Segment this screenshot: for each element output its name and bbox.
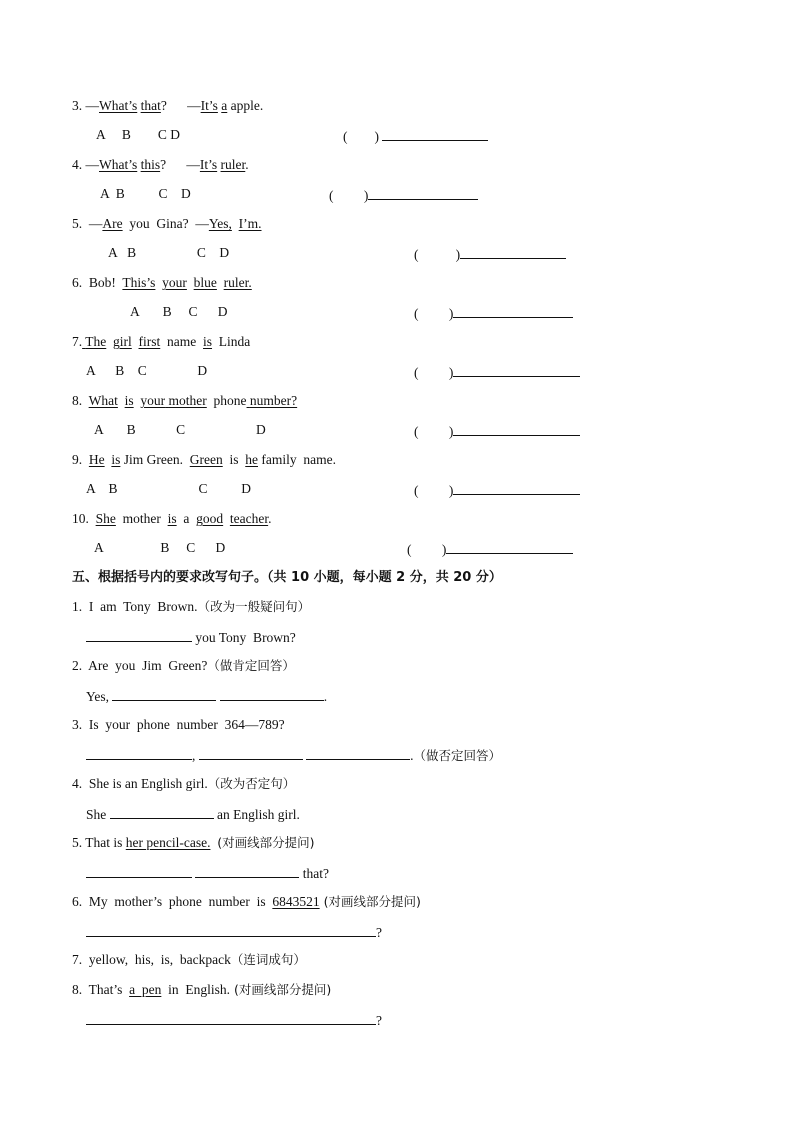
rewrite-6-answer[interactable]: ? bbox=[86, 923, 382, 941]
rewrite-8-answer[interactable]: ? bbox=[86, 1011, 382, 1029]
rewrite-7: 7. yellow, his, is, backpack（连词成句） bbox=[72, 952, 306, 967]
question-8: 8. What is your mother phone number? bbox=[72, 393, 298, 408]
question-3: 3. —What’s that? —It’s a apple. bbox=[72, 98, 264, 113]
question-10-answer[interactable]: ( ) bbox=[407, 540, 573, 558]
question-10: 10. She mother is a good teacher. bbox=[72, 511, 272, 526]
question-9-options: A B C D bbox=[86, 481, 252, 496]
rewrite-5-answer[interactable]: that? bbox=[86, 864, 329, 882]
rewrite-3: 3. Is your phone number 364—789? bbox=[72, 717, 285, 732]
question-7-answer[interactable]: ( ) bbox=[414, 363, 580, 381]
rewrite-6: 6. My mother’s phone number is 6843521 (对画线部分提问) bbox=[72, 894, 421, 909]
question-9-answer[interactable]: ( ) bbox=[414, 481, 580, 499]
question-8-answer[interactable]: ( ) bbox=[414, 422, 580, 440]
question-7: 7. The girl first name is Linda bbox=[72, 334, 251, 349]
rewrite-5: 5. That is her pencil-case. (对画线部分提问) bbox=[72, 835, 315, 850]
question-6-options: A B C D bbox=[130, 304, 228, 319]
rewrite-4-answer[interactable]: She an English girl. bbox=[86, 807, 300, 822]
rewrite-2: 2. Are you Jim Green?（做肯定回答） bbox=[72, 658, 295, 673]
question-3-options: A B C D bbox=[96, 127, 181, 142]
question-5: 5. —Are you Gina? —Yes, I’m. bbox=[72, 216, 262, 231]
question-4: 4. —What’s this? —It’s ruler. bbox=[72, 157, 249, 172]
question-9: 9. He is Jim Green. Green is he family name. bbox=[72, 452, 336, 467]
question-5-options: A B C D bbox=[108, 245, 230, 260]
question-8-options: A B C D bbox=[94, 422, 266, 437]
question-6-answer[interactable]: ( ) bbox=[414, 304, 573, 322]
question-10-options: A B C D bbox=[94, 540, 226, 555]
rewrite-1: 1. I am Tony Brown.（改为一般疑问句） bbox=[72, 599, 311, 614]
rewrite-4: 4. She is an English girl.（改为否定句） bbox=[72, 776, 296, 791]
rewrite-8: 8. That’s a pen in English. (对画线部分提问) bbox=[72, 982, 332, 997]
section-5-title: 五、根据括号内的要求改写句子。（共 10 小题，每小题 2 分，共 20 分） bbox=[72, 570, 502, 585]
question-4-options: A B C D bbox=[100, 186, 191, 201]
question-5-answer[interactable]: ( ) bbox=[414, 245, 566, 263]
question-7-options: A B C D bbox=[86, 363, 208, 378]
question-4-answer[interactable]: ( ) bbox=[329, 186, 478, 204]
question-6: 6. Bob! This’s your blue ruler. bbox=[72, 275, 252, 290]
rewrite-2-answer[interactable]: Yes, . bbox=[86, 689, 328, 704]
rewrite-1-answer[interactable]: you Tony Brown? bbox=[86, 628, 296, 646]
rewrite-3-answer[interactable]: , .（做否定回答） bbox=[86, 746, 501, 764]
question-3-answer[interactable]: ( ) bbox=[343, 127, 488, 145]
